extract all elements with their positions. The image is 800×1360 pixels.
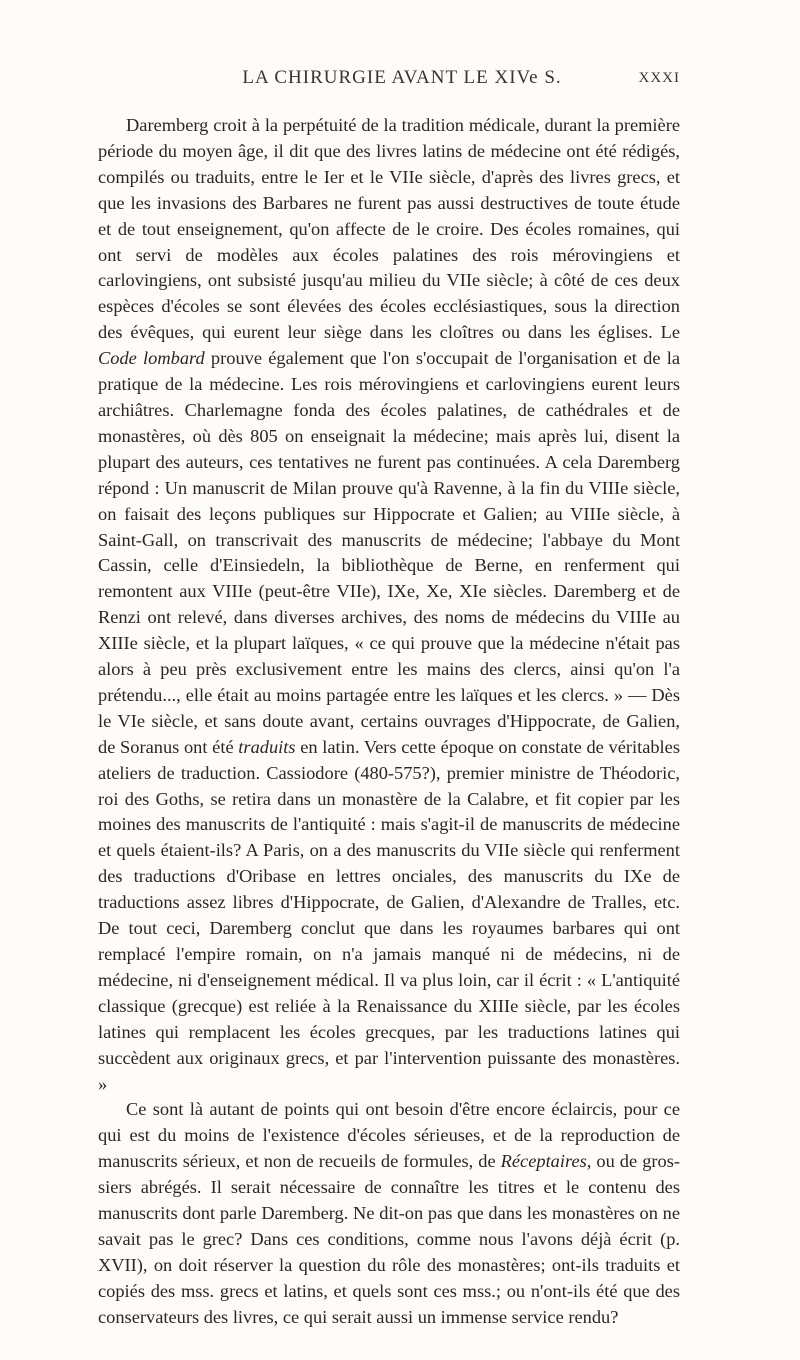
text-segment: en latin. Vers cette époque on constate de véritables ateliers de traduction. Cassiodore (480-575?), premier ministre de Théodoric, roi des Goths, se retira dans un monastère de la Calabre, et fit copier par les moines des manuscrits de l'antiquité : mais s'agit-il de manuscrits de médecine et quels étaient-ils? A Paris, on a des manuscrits du VIIe siècle qui renferment des traductions d'Oribase en lettres onciales, des manuscrits du IXe de traductions assez libres d'Hippocrate, de Galien, d'Alexandre de Tralles, etc. De tout ceci, Daremberg conclut que dans les royaumes barbares qui ont remplacé l'empire romain, on n'a jamais manqué ni de médecins, ni de médecine, ni d'enseignement médical. Il va plus loin, car il écrit : « L'antiquité classique (grecque) est reliée à la Renaissance du XIIIe siècle, par les écoles latines qui remplacent les écoles grecques, par les traductions latines qui succèdent aux originaux grecs, et par l'intervention puissante des monastères. »	[98, 736, 680, 1094]
paragraph-2	[98, 1097, 680, 1330]
running-head	[0, 67, 800, 93]
text-segment: Daremberg croit à la perpétuité de la tradition médicale, durant la première période du moyen âge, il dit que des livres latins de médecine ont été rédigés, compilés ou traduits, entre le Ier et le VIIe siècle, d'après des livres grecs, et que les invasions des Barbares ne furent pas aussi destructives de toute étude et de tout enseignement, qu'on affecte de le croire. Des écoles romaines, qui ont servi de modèles aux écoles palatines des rois mérovingiens et carlovingiens, ont subsisté jusqu'au milieu du VIIe siècle; à côté de ces deux espèces d'écoles se sont élevées des écoles ecclésiastiques, sous la direction des évêques, qui eurent leur siège dans les cloîtres ou dans les églises. Le	[98, 115, 680, 343]
text-segment: , ou de gros-siers abrégés. Il serait nécessaire de connaître les titres et le contenu des manuscrits dont parle Daremberg. Ne dit-on pas que dans les monastères on ne savait pas le grec? Dans ces conditions, comme nous l'avons déjà écrit (p. XVII), on doit réserver la question du rôle des monastères; ont-ils traduits et copiés des mss. grecs et latins, et quels sont ces mss.; ou n'ont-ils été que des conservateurs des livres, ce qui serait aussi un immense service rendu?	[98, 1151, 680, 1327]
italic-term-receptaires: Réceptaires	[500, 1151, 587, 1172]
italic-term-code-lombard: Code lombard	[98, 348, 205, 369]
text-segment: Ce sont là autant de points qui ont besoin d'être encore éclaircis, pour ce qui est du moins de l'existence d'écoles sérieuses, et de la reproduction de manuscrits sérieux, et non de recueils de formules, de	[98, 1099, 680, 1172]
body-text	[98, 113, 680, 1331]
text-segment: prouve également que l'on s'occupait de l'organisation et de la pratique de la médecine. Les rois mérovingiens et carlovingiens eurent leurs archiâtres. Charlemagne fonda des écoles palatines, de cathédrales et de monastères, où dès 805 on enseignait la médecine; mais après lui, disent la plupart des auteurs, ces tentatives ne furent pas continuées. A cela Daremberg répond : Un manuscrit de Milan prouve qu'à Ravenne, à la fin du VIIIe siècle, on faisait des leçons publiques sur Hippocrate et Galien; au VIIIe siècle, à Saint-Gall, on transcrivait des manuscrits de médecine; l'abbaye du Mont Cassin, celle d'Einsiedeln, la bibliothèque de Berne, en renferment qui remontent aux VIIIe (peut-être VIIe), IXe, Xe, XIe siècles. Daremberg et de Renzi ont relevé, dans diverses archives, des noms de médecins du VIIIe au XIIIe siècle, et la plupart laïques, « ce qui prouve que la médecine n'était pas alors à peu près exclusivement entre les mains des clercs, ainsi qu'on l'a prétendu..., elle était au moins partagée entre les laïques et les clercs. » — Dès le VIe siècle, et sans doute avant, certains ouvrages d'Hippocrate, de Galien, de Soranus ont été	[98, 348, 680, 757]
paragraph-1	[98, 113, 680, 1097]
page-number: XXXI	[638, 70, 680, 86]
running-title: LA CHIRURGIE AVANT LE XIVe S.	[242, 67, 562, 88]
italic-term-traduits: traduits	[238, 736, 296, 757]
